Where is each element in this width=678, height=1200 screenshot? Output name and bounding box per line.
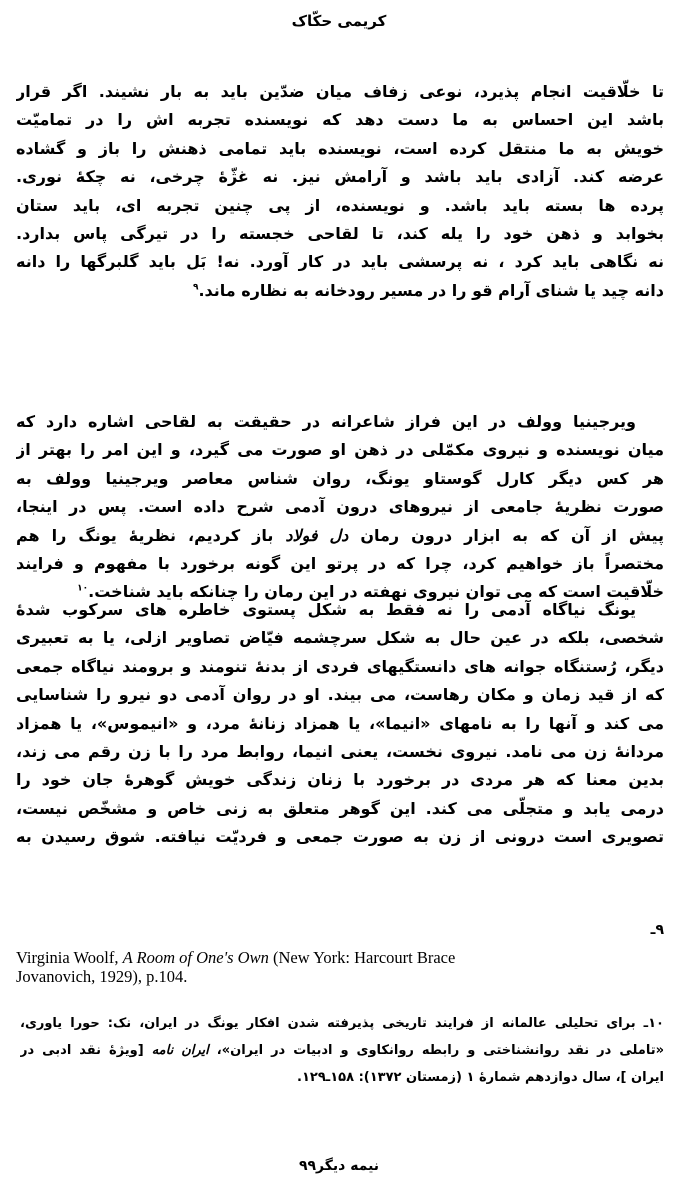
text-line: می کند و آنها را به نامهای «انیما»، یا همزاد زنانهٔ مرد، و «انیموس»، یا همزاد (16, 713, 664, 733)
novel-title: دل فولاد (285, 525, 349, 545)
footnote-line: ۱۰ـ برای تحلیلی عالمانه از فرایند تاریخی پذیرفته شدن افکار یونگ در ایران، نک: حورا یاوری، (20, 1016, 664, 1031)
footnote-9-number: ۹ـ (650, 922, 664, 938)
running-head: کریمی حکّاک (291, 12, 387, 30)
text-line: درمی یابد و متجلّی می کند. این گوهر متعلق به زنی خاص و مشخّص نیست، (16, 798, 664, 818)
text-line (16, 277, 664, 305)
text-segment: باز کردیم، نظریهٔ یونگ را هم (16, 525, 286, 545)
footnote-author: Virginia Woolf, (16, 948, 119, 967)
text-line-content: دانه چید یا شنای آرام قو را در مسیر رودخانه به نظاره ماند. (198, 280, 664, 300)
text-line: بدین معنا که هر مردی در برخورد با زنان زندگی خویش گوهرهٔ جان خود را (16, 770, 664, 790)
paragraph-2 (16, 408, 664, 607)
text-line: دیگر، رُستنگاه جوانه های دانستگیهای فردی از بدنهٔ تنومند و برومند نیاگاه جمعی (16, 656, 664, 676)
text-line: شخصی، بلکه در عین حال به شکل سرچشمه فیّاض تصاویر ازلی، یا به تعبیری (16, 628, 664, 648)
text-line: هر کس دیگر کارل گوستاو یونگ، روان شناس معاصر ویرجینیا وولف به (16, 468, 664, 488)
text-line: تصویری است درونی از زن به صورت جمعی و فردیّت نیافته. شوق رسیدن به (16, 827, 664, 847)
text-line: تا خلّاقیت انجام پذیرد، نوعی زفاف میان ضدّین باید به بار نشیند. اگر قرار (16, 82, 664, 101)
paragraph-1 (16, 78, 664, 305)
text-segment: [ویژهٔ نقد ادبی در (20, 1043, 152, 1058)
text-line: خویش به ما منتقل کرده است، نویسنده باید تمامی ذهنش را باز و گشاده (16, 138, 664, 158)
text-line: پرده ها بسته باید باشد. و نویسنده، از پی چنین تجربه ای، باید ستان (16, 195, 664, 215)
text-line: نه نگاهی باید کرد ، نه پرسشی باید در کار آورد. نه! بَل باید گلبرگها را دانه (16, 252, 664, 272)
text-line: باشد این احساس به ما دست دهد که نویسنده تجربه اش را در تمامیّت (16, 110, 664, 130)
footnote-line (20, 1037, 664, 1064)
footnote-citation-end: Jovanovich, 1929), p.104. (16, 967, 188, 986)
text-line: صورت نظریهٔ جامعی از نیروهای درون آدمی شرح داده است. پس در اینجا، (16, 497, 664, 517)
text-line (16, 522, 664, 550)
footnote-10 (20, 1010, 664, 1091)
text-line: مختصراً باز خواهیم کرد، چرا که در پرتو این گونه برخورد با مفهوم و فرایند (16, 553, 664, 573)
text-line: یونگ نیاگاه آدمی را نه فقط به شکل پستوی خاطره های سرکوب شدهٔ (16, 600, 636, 619)
footnote-line: ایران ]، سال دوازدهم شمارهٔ ۱ (زمستان ۱۳۷۲): ۱۵۸ـ۱۲۹. (297, 1070, 664, 1085)
footnote-ref-10[interactable]: ۱۰ (77, 584, 89, 595)
text-line: که از قید زمان و مکان رهاست، می بیند. او در روان آدمی دو نیرو را شناسایی (16, 685, 664, 705)
text-line: میان نویسنده و نیروی مکمّلی در ذهن او صورت می گیرد، و این امر را بهتر از (16, 440, 664, 460)
text-segment: «تاملی در نقد روانشناختی و رابطه روانکاوی و ادبیات در ایران»، (208, 1043, 664, 1058)
text-segment: پیش از آن که به ابزار درون رمان (348, 525, 664, 545)
text-line: ویرجینیا وولف در این فراز شاعرانه در حقیقت به لقاحی اشاره دارد که (16, 412, 636, 431)
footnote-publisher: (New York: Harcourt Brace (272, 948, 456, 967)
footnote-book-title: A Room of One's Own (122, 948, 269, 967)
text-line: عرضه کند. آزادی باید باشد و آرامش نیز. نه غژّهٔ چرخی، نه چکهٔ نوری. (16, 167, 664, 187)
footnote-ref-9[interactable]: ۹ (192, 282, 199, 293)
footnote-9 (16, 948, 656, 986)
page-folio: نیمه دیگر۹۹ (298, 1158, 380, 1174)
text-line: مردانهٔ زن می نامد. نیروی نخست، یعنی انیما، روابط مرد را با زن رقم می زند، (16, 741, 664, 761)
paragraph-3 (16, 596, 664, 852)
journal-title: ایران نامه (151, 1043, 209, 1058)
text-line: بخوابد و ذهن خود را یله کند، تا لقاحی خجسته را در تیرگی پاس بدارد. (16, 223, 664, 243)
text-line-content: خلّاقیت است که می توان نیروی نهفته در این رمان را چنانکه باید شناخت. (88, 582, 664, 602)
